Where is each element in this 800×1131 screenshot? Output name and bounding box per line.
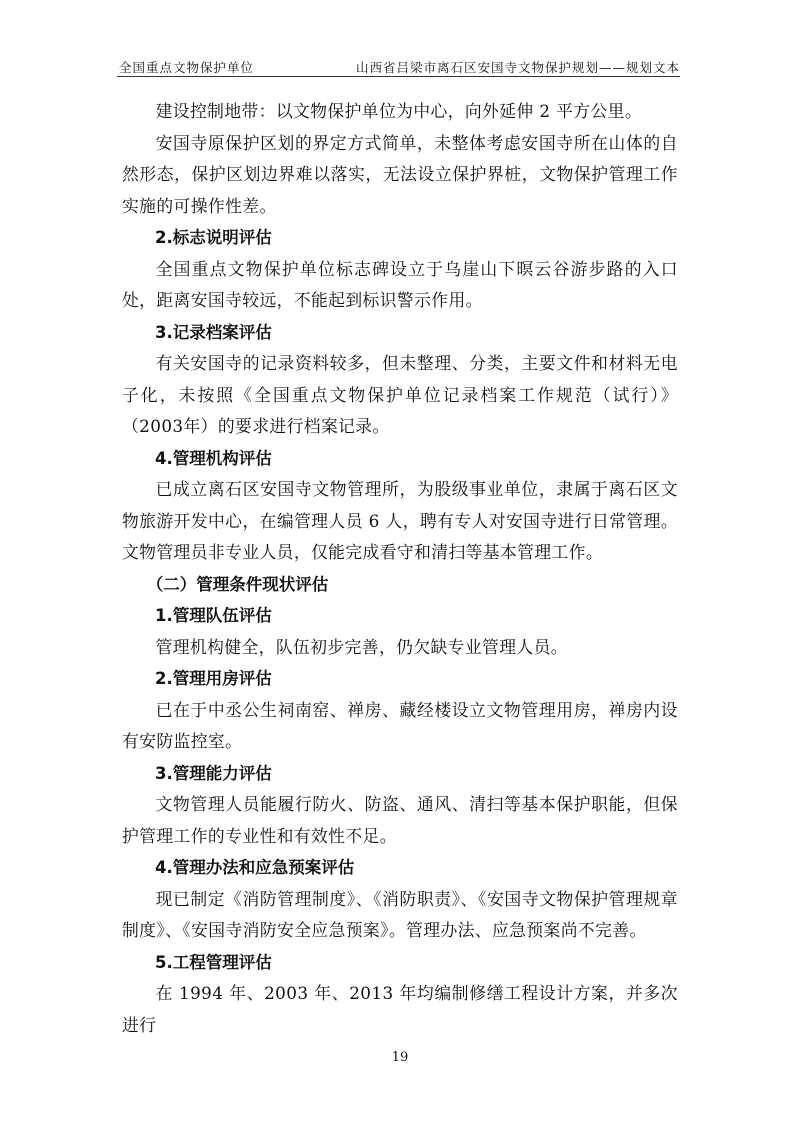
section-heading: 3.管理能力评估 <box>155 763 272 783</box>
paragraph: 文物管理人员能履行防火、防盗、通风、清扫等基本保护职能，但保护管理工作的专业性和有效性不足。 <box>122 794 678 846</box>
header-left-title: 全国重点文物保护单位 <box>119 60 255 75</box>
section-heading: 3.记录档案评估 <box>155 322 272 342</box>
header-divider <box>117 76 680 77</box>
paragraph: 有关安国寺的记录资料较多，但未整理、分类，主要文件和材料无电子化，未按照《全国重点文物保护单位记录档案工作规范（试行）》（2003年）的要求进行档案记录。 <box>122 353 678 436</box>
paragraph: 建设控制地带：以文物保护单位为中心，向外延伸 2 平方公里。 <box>155 101 643 121</box>
paragraph: 安国寺原保护区划的界定方式简单，未整体考虑安国寺所在山体的自然形态，保护区划边界难以落实，无法设立保护界桩，文物保护管理工作实施的可操作性差。 <box>122 132 678 216</box>
section-heading: 2.管理用房评估 <box>155 669 272 688</box>
section-heading: 1.管理队伍评估 <box>155 606 272 625</box>
running-header <box>117 58 680 78</box>
section-heading: 5.工程管理评估 <box>155 952 272 972</box>
paragraph: 全国重点文物保护单位标志碑设立于乌崖山下暝云谷游步路的入口处，距离安国寺较远，不能起到标识警示作用。 <box>122 258 678 310</box>
chapter-heading: （二）管理条件现状评估 <box>146 574 329 594</box>
header-right-title: 山西省吕梁市离石区安国寺文物保护规划——规划文本 <box>355 60 680 75</box>
document-body <box>122 96 678 1041</box>
section-heading: 4.管理办法和应急预案评估 <box>155 858 355 877</box>
section-heading: 2.标志说明评估 <box>155 228 272 247</box>
section-heading: 4.管理机构评估 <box>155 448 272 468</box>
paragraph: 现已制定《消防管理制度》、《消防职责》、《安国寺文物保护管理规章制度》、《安国寺消防安全应急预案》。管理办法、应急预案尚不完善。 <box>122 888 678 940</box>
paragraph: 已成立离石区安国寺文物管理所，为股级事业单位，隶属于离石区文物旅游开发中心，在编管理人员 6 人，聘有专人对安国寺进行日常管理。文物管理员非专业人员，仅能完成看守和清扫等基本管理工作。 <box>122 479 678 562</box>
page-number: 19 <box>391 1050 409 1065</box>
paragraph: 管理机构健全，队伍初步完善，仍欠缺专业管理人员。 <box>155 636 568 657</box>
paragraph: 已在于中丞公生祠南窑、禅房、藏经楼设立文物管理用房，禅房内设有安防监控室。 <box>122 699 678 751</box>
paragraph: 在 1994 年、2003 年、2013 年均编制修缮工程设计方案，并多次进行 <box>122 983 678 1035</box>
